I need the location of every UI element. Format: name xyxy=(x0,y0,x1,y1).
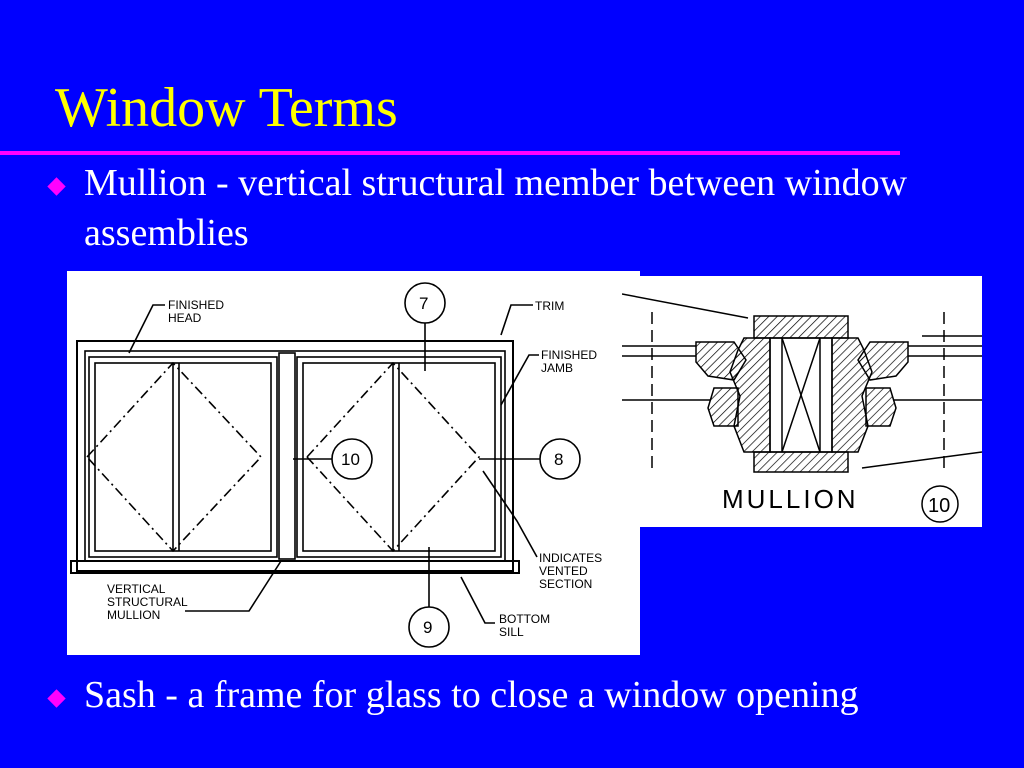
title-divider xyxy=(0,151,900,155)
label-finished-head-2: HEAD xyxy=(168,311,202,325)
label-finished-jamb-2: JAMB xyxy=(541,361,574,375)
diamond-bullet-icon xyxy=(47,689,65,707)
bullet-sash xyxy=(50,670,910,720)
callout-7: 7 xyxy=(419,294,429,313)
label-indicates: INDICATES xyxy=(539,551,603,565)
label-section: SECTION xyxy=(539,577,593,591)
label-sill: SILL xyxy=(499,625,524,639)
label-trim: TRIM xyxy=(535,299,565,313)
label-finished-head: FINISHED xyxy=(168,298,225,312)
bullet-text: Mullion - vertical structural member between window assemblies xyxy=(84,162,908,254)
callout-9: 9 xyxy=(423,618,433,637)
callout-10: 10 xyxy=(341,450,360,469)
bullet-mullion xyxy=(50,158,910,258)
mullion-detail-drawing xyxy=(622,276,982,527)
diamond-bullet-icon xyxy=(47,177,65,195)
label-bottom: BOTTOM xyxy=(499,612,551,626)
callout-10-detail: 10 xyxy=(928,495,951,517)
callout-8: 8 xyxy=(554,450,564,469)
mullion-detail-label: MULLION xyxy=(722,484,859,514)
label-vertical: VERTICAL xyxy=(107,582,166,596)
window-elevation-drawing xyxy=(67,271,640,655)
label-finished-jamb: FINISHED xyxy=(541,348,598,362)
label-vented: VENTED xyxy=(539,564,588,578)
slide-title: Window Terms xyxy=(55,77,398,139)
label-mullion: MULLION xyxy=(107,608,161,622)
label-structural: STRUCTURAL xyxy=(107,595,188,609)
bullet-text: Sash - a frame for glass to close a window opening xyxy=(84,674,859,716)
